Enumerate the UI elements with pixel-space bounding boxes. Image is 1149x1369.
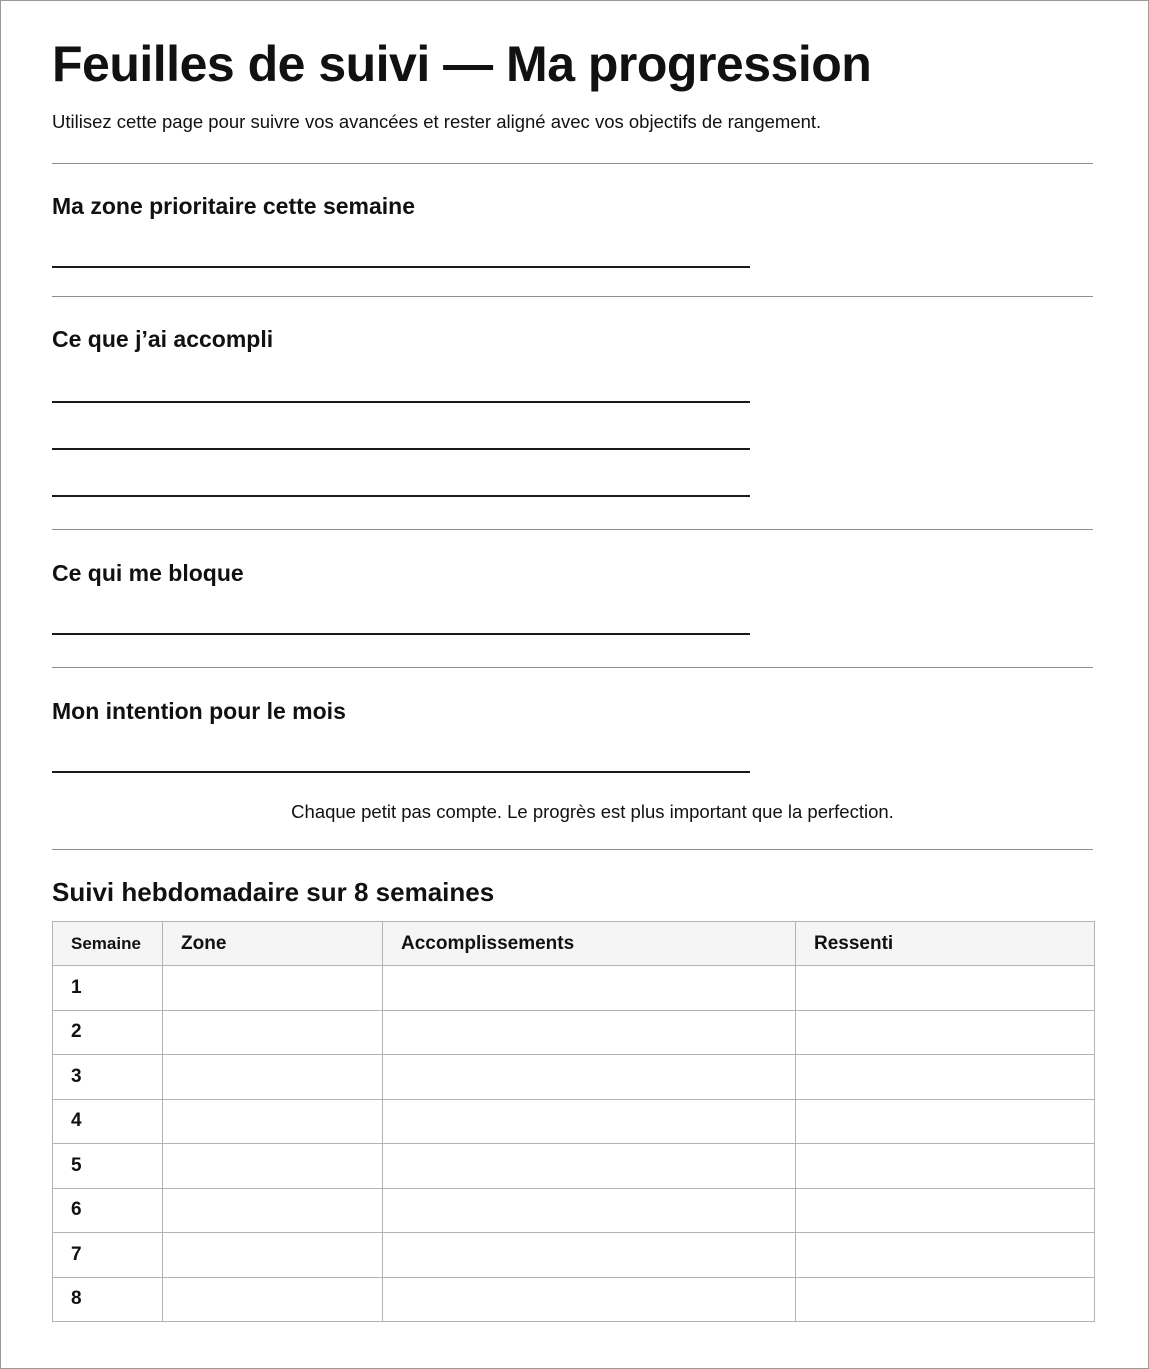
accomplished-write-line-1[interactable] bbox=[52, 401, 750, 403]
feeling-cell[interactable] bbox=[796, 1055, 1095, 1100]
zone-cell[interactable] bbox=[163, 1099, 383, 1144]
monthly-intention-write-line[interactable] bbox=[52, 771, 750, 773]
section-divider bbox=[52, 529, 1093, 530]
column-header-accomplishments: Accomplissements bbox=[383, 922, 796, 966]
week-number-cell: 6 bbox=[53, 1188, 163, 1233]
accomplishments-cell[interactable] bbox=[383, 1010, 796, 1055]
accomplished-write-line-2[interactable] bbox=[52, 448, 750, 450]
week-number-cell: 5 bbox=[53, 1144, 163, 1189]
motivational-quote: Chaque petit pas compte. Le progrès est plus important que la perfection. bbox=[291, 801, 894, 822]
accomplishments-cell[interactable] bbox=[383, 1277, 796, 1322]
table-row bbox=[53, 1010, 1095, 1055]
section-heading-accomplished: Ce que j’ai accompli bbox=[52, 326, 274, 352]
zone-cell[interactable] bbox=[163, 966, 383, 1011]
zone-cell[interactable] bbox=[163, 1233, 383, 1278]
week-number-cell: 7 bbox=[53, 1233, 163, 1278]
table-row bbox=[53, 1055, 1095, 1100]
accomplishments-cell[interactable] bbox=[383, 1055, 796, 1100]
feeling-cell[interactable] bbox=[796, 966, 1095, 1011]
tracker-heading: Suivi hebdomadaire sur 8 semaines bbox=[52, 877, 495, 907]
table-row bbox=[53, 1144, 1095, 1189]
feeling-cell[interactable] bbox=[796, 1099, 1095, 1144]
feeling-cell[interactable] bbox=[796, 1144, 1095, 1189]
section-divider bbox=[52, 163, 1093, 164]
section-heading-blockers: Ce qui me bloque bbox=[52, 560, 244, 586]
zone-cell[interactable] bbox=[163, 1144, 383, 1189]
zone-cell[interactable] bbox=[163, 1188, 383, 1233]
accomplishments-cell[interactable] bbox=[383, 1188, 796, 1233]
accomplishments-cell[interactable] bbox=[383, 1099, 796, 1144]
section-heading-monthly-intention: Mon intention pour le mois bbox=[52, 698, 346, 724]
feeling-cell[interactable] bbox=[796, 1233, 1095, 1278]
section-divider bbox=[52, 296, 1093, 297]
accomplishments-cell[interactable] bbox=[383, 966, 796, 1011]
feeling-cell[interactable] bbox=[796, 1010, 1095, 1055]
accomplished-write-line-3[interactable] bbox=[52, 495, 750, 497]
table-row bbox=[53, 1233, 1095, 1278]
table-row bbox=[53, 1099, 1095, 1144]
zone-cell[interactable] bbox=[163, 1055, 383, 1100]
table-row bbox=[53, 1188, 1095, 1233]
table-row bbox=[53, 1277, 1095, 1322]
weekly-tracker-table bbox=[52, 921, 1095, 1322]
section-divider bbox=[52, 667, 1093, 668]
week-number-cell: 3 bbox=[53, 1055, 163, 1100]
week-number-cell: 1 bbox=[53, 966, 163, 1011]
zone-cell[interactable] bbox=[163, 1010, 383, 1055]
week-number-cell: 8 bbox=[53, 1277, 163, 1322]
week-number-cell: 4 bbox=[53, 1099, 163, 1144]
priority-zone-write-line[interactable] bbox=[52, 266, 750, 268]
blockers-write-line[interactable] bbox=[52, 633, 750, 635]
column-header-feeling: Ressenti bbox=[796, 922, 1095, 966]
section-divider bbox=[52, 849, 1093, 850]
table-row bbox=[53, 966, 1095, 1011]
accomplishments-cell[interactable] bbox=[383, 1233, 796, 1278]
feeling-cell[interactable] bbox=[796, 1188, 1095, 1233]
week-number-cell: 2 bbox=[53, 1010, 163, 1055]
accomplishments-cell[interactable] bbox=[383, 1144, 796, 1189]
page-title: Feuilles de suivi — Ma progression bbox=[52, 36, 872, 92]
zone-cell[interactable] bbox=[163, 1277, 383, 1322]
column-header-zone: Zone bbox=[163, 922, 383, 966]
column-header-week: Semaine bbox=[53, 922, 163, 966]
table-header-row bbox=[53, 922, 1095, 966]
feeling-cell[interactable] bbox=[796, 1277, 1095, 1322]
page-subtitle: Utilisez cette page pour suivre vos avancées et rester aligné avec vos objectifs de rangement. bbox=[52, 111, 822, 132]
section-heading-priority-zone: Ma zone prioritaire cette semaine bbox=[52, 193, 416, 219]
